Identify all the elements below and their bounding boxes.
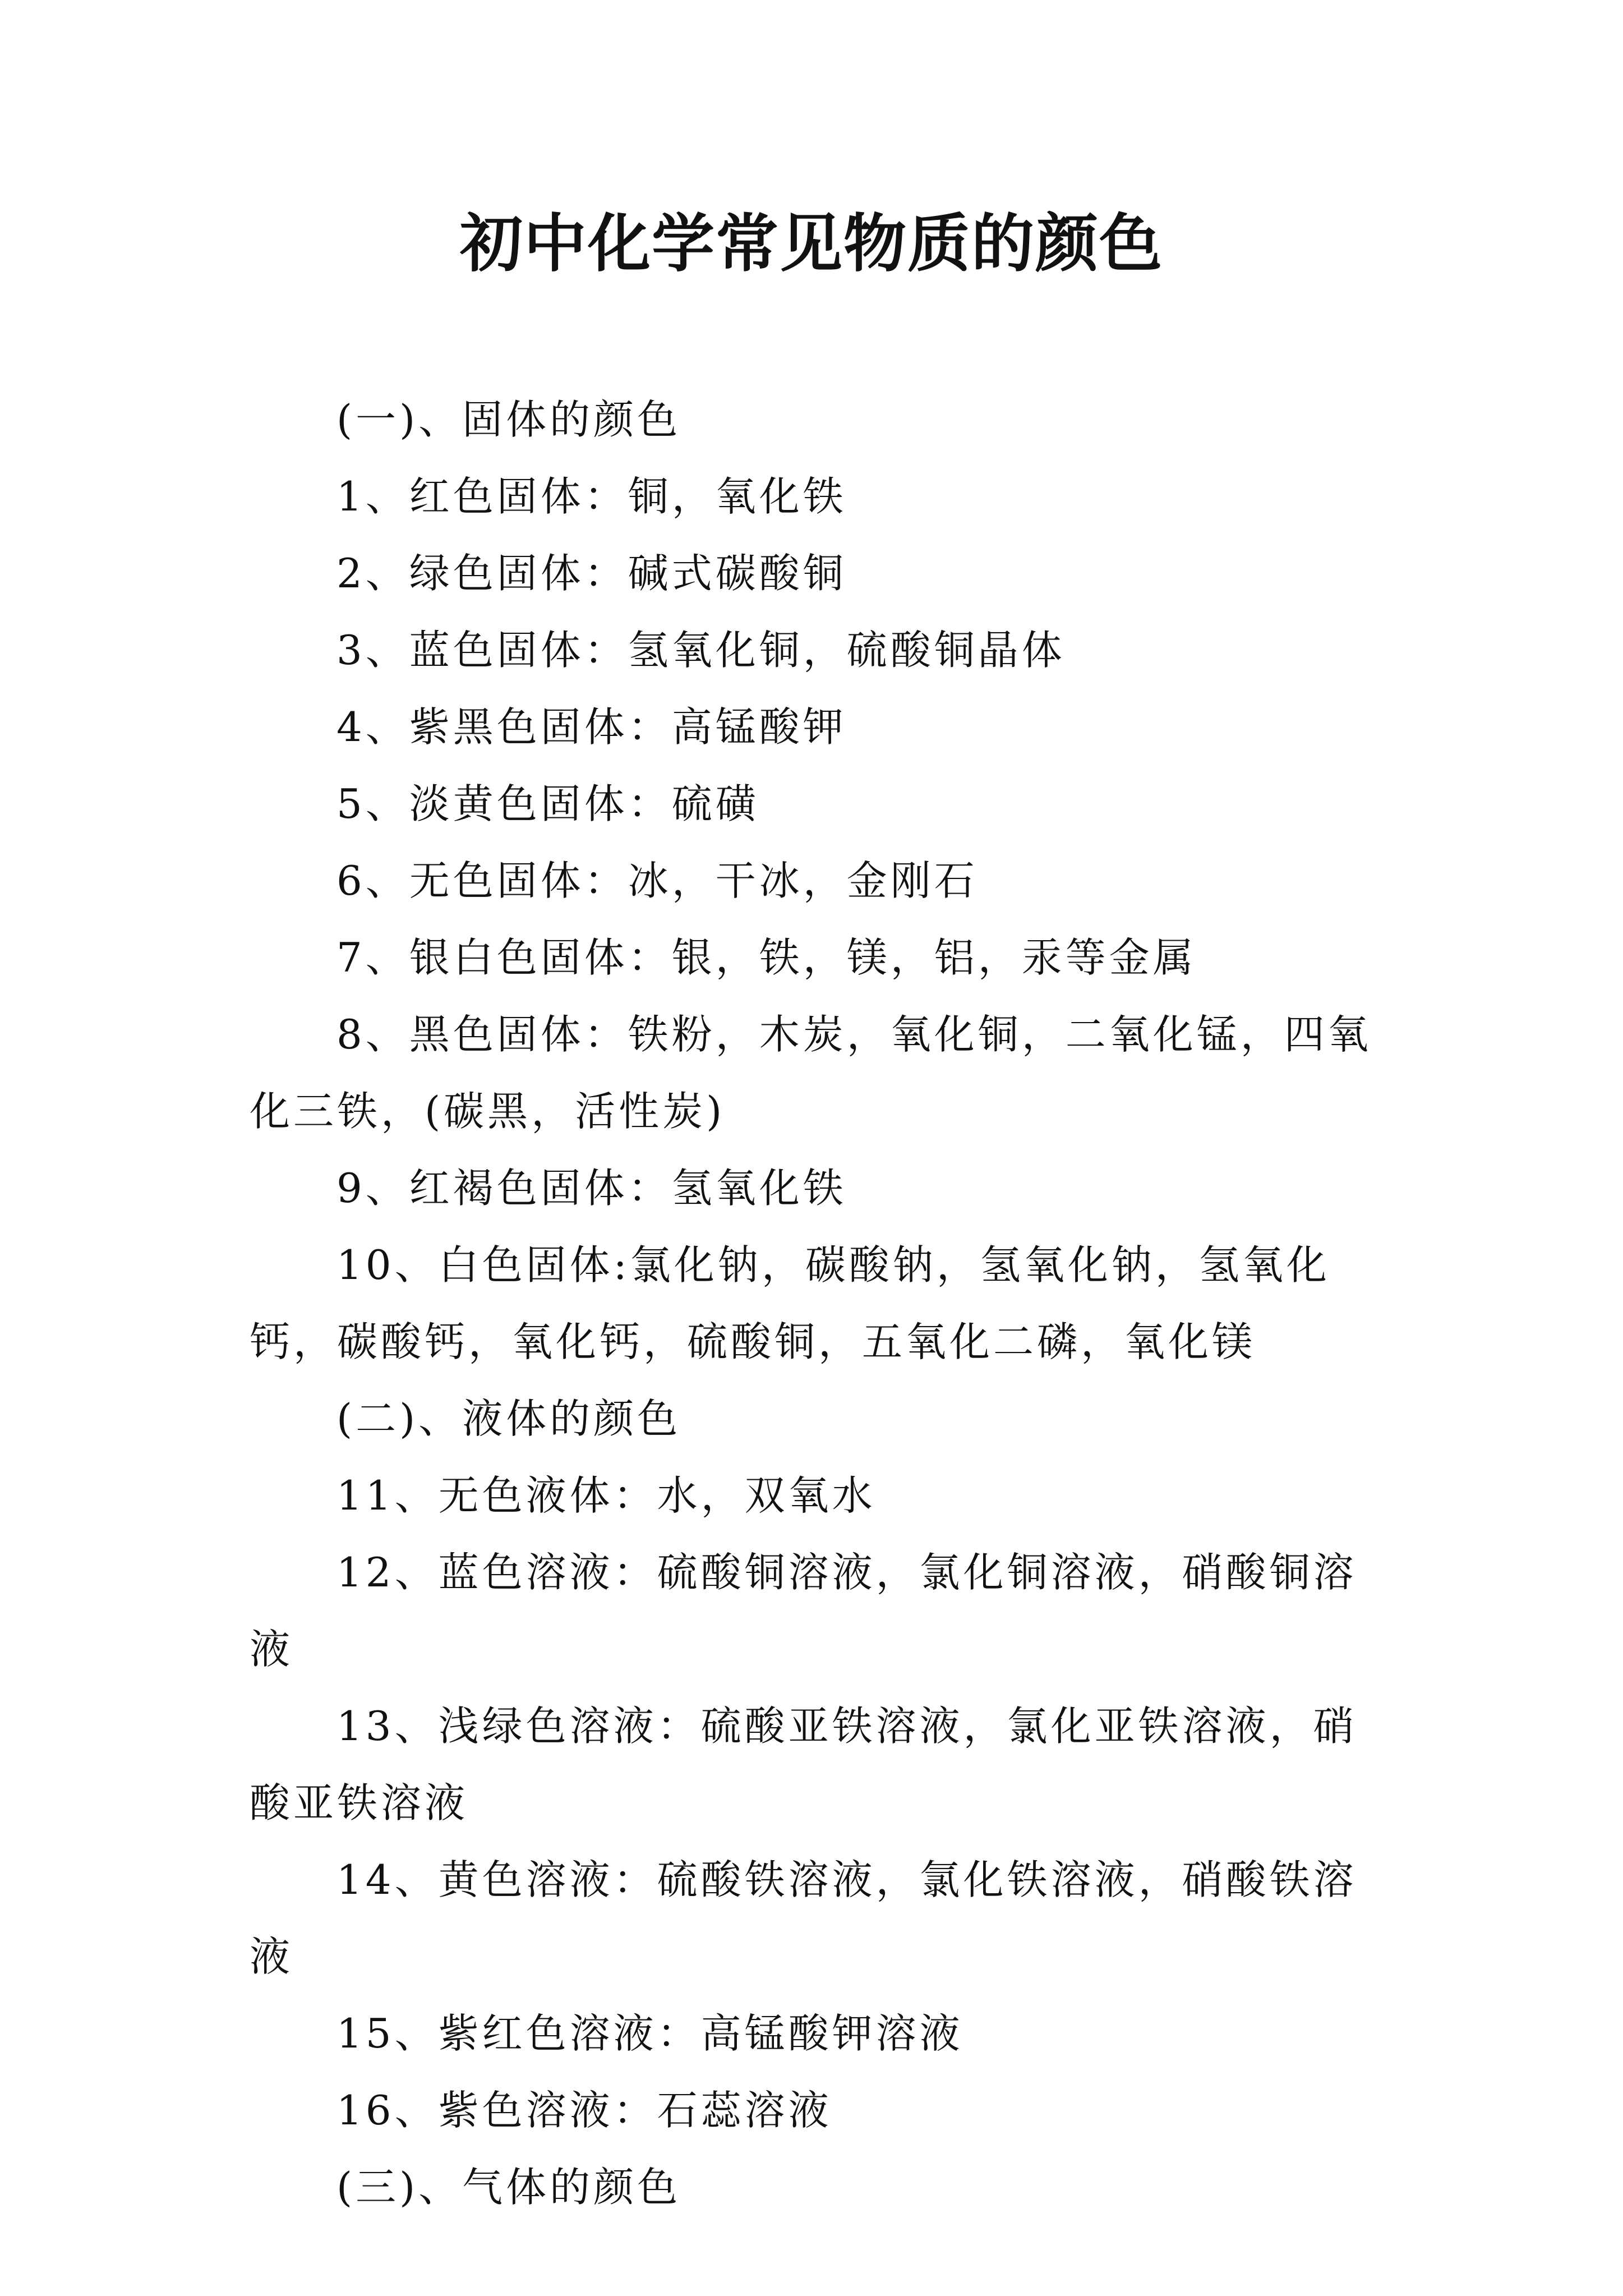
document-title: 初中化学常见物质的颜色 bbox=[460, 207, 1163, 280]
list-item: 1、红色固体：铜，氧化铁 bbox=[336, 473, 847, 520]
document-body bbox=[250, 381, 1380, 2226]
list-item: 12、蓝色溶液：硫酸铜溶液，氯化铜溶液，硝酸铜溶液 bbox=[250, 1549, 1357, 1673]
list-item: 8、黑色固体：铁粉，木炭，氧化铜，二氧化锰，四氧化三铁，(碳黑，活性炭) bbox=[250, 1011, 1372, 1135]
list-item: 11、无色液体：水，双氧水 bbox=[336, 1472, 876, 1519]
list-item: 6、无色固体：冰，干冰，金刚石 bbox=[336, 857, 978, 904]
section-heading-solids: (一)、固体的颜色 bbox=[336, 396, 681, 443]
list-item: 15、紫红色溶液：高锰酸钾溶液 bbox=[336, 2010, 963, 2057]
list-item: 7、银白色固体：银，铁，镁，铝，汞等金属 bbox=[336, 934, 1197, 981]
section-heading-liquids: (二)、液体的颜色 bbox=[336, 1395, 681, 1442]
list-item: 3、蓝色固体：氢氧化铜，硫酸铜晶体 bbox=[336, 627, 1066, 674]
list-item: 5、淡黄色固体：硫磺 bbox=[336, 780, 759, 827]
list-item: 10、白色固体:氯化钠，碳酸钠，氢氧化钠，氢氧化钙，碳酸钙，氧化钙，硫酸铜，五氧化二磷，氧化镁 bbox=[250, 1241, 1330, 1365]
list-item: 16、紫色溶液：石蕊溶液 bbox=[336, 2087, 832, 2134]
list-item: 13、浅绿色溶液：硫酸亚铁溶液，氯化亚铁溶液，硝酸亚铁溶液 bbox=[250, 1703, 1357, 1826]
list-item: 9、红褐色固体：氢氧化铁 bbox=[336, 1165, 847, 1212]
list-item: 2、绿色固体：碱式碳酸铜 bbox=[336, 550, 847, 597]
list-item: 4、紫黑色固体：高锰酸钾 bbox=[336, 703, 847, 751]
section-heading-gases: (三)、气体的颜色 bbox=[336, 2164, 681, 2211]
list-item: 14、黄色溶液：硫酸铁溶液，氯化铁溶液，硝酸铁溶液 bbox=[250, 1856, 1357, 1980]
